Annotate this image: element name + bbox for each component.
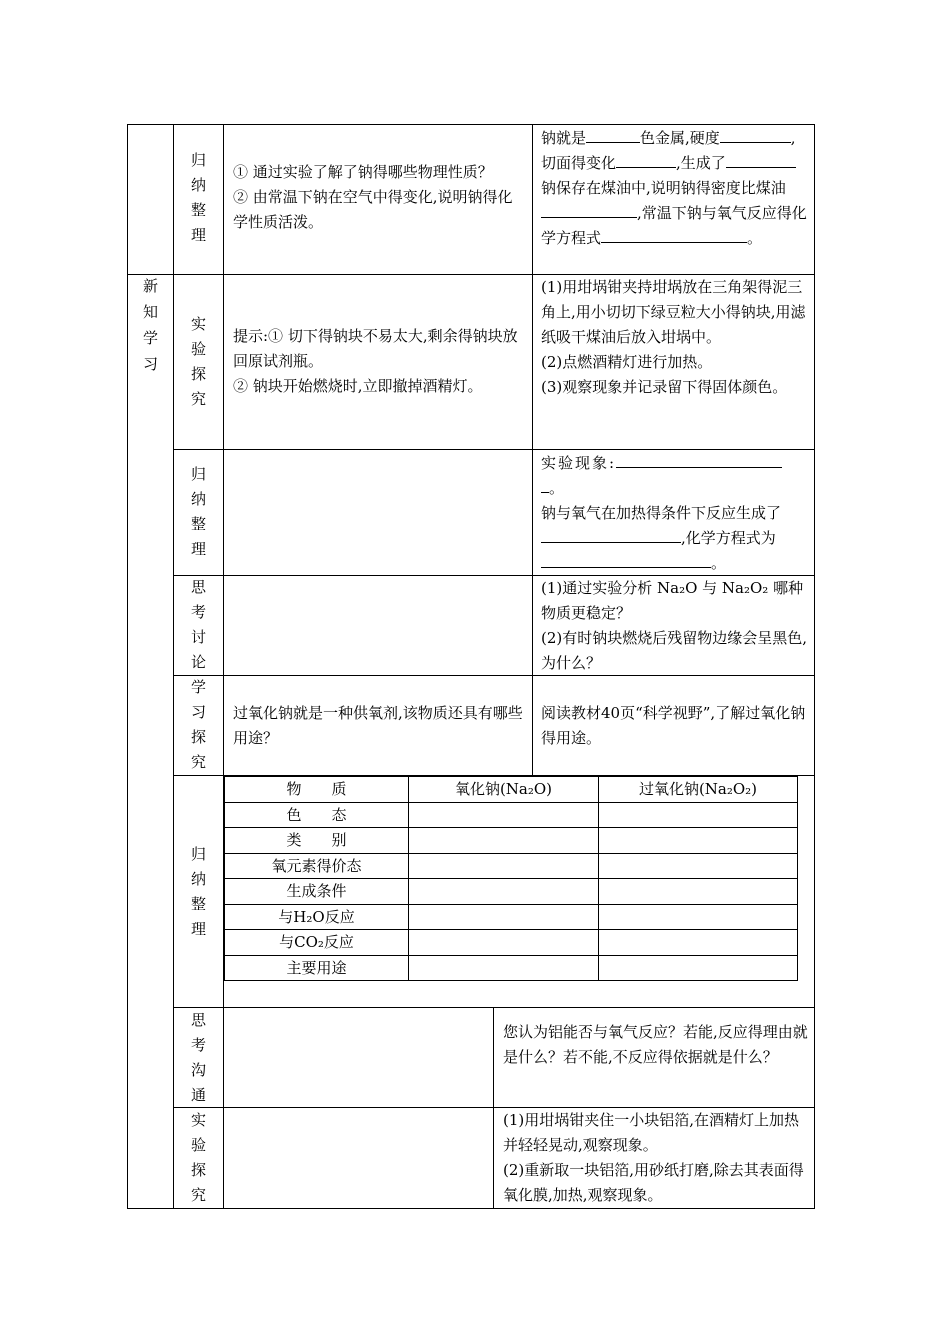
fill-blank[interactable] (541, 567, 711, 568)
table-header-row (225, 777, 798, 803)
text-fragment: 色金属,硬度 (640, 129, 720, 147)
label-char: 实 (190, 315, 206, 333)
label-char: 实 (190, 1111, 206, 1129)
fill-blank[interactable] (616, 167, 676, 168)
label-char: 考 (190, 1036, 206, 1054)
text-line: (1)通过实验分析 Na₂O 与 Na₂O₂ 哪种物质更稳定？ (541, 579, 804, 622)
label-char: 理 (190, 226, 206, 244)
text-fragment: ,化学方程式为 (681, 529, 776, 547)
table-row-label: 与CO₂反应 (225, 930, 409, 956)
row-right-text (503, 1020, 809, 1070)
label-char: 纳 (190, 870, 206, 888)
text-fragment: 。 (549, 479, 565, 497)
table-header-cell: 物 质 (225, 777, 409, 803)
row-label (174, 1108, 223, 1208)
text-fragment: 。 (747, 229, 763, 247)
label-char: 纳 (190, 176, 206, 194)
row-label (174, 842, 223, 942)
label-char: 理 (190, 540, 206, 558)
table-header-cell: 氧化钠(Na₂O) (409, 777, 599, 803)
label-char: 究 (190, 753, 206, 771)
table-cell-input[interactable] (599, 955, 798, 981)
row-right-text (541, 576, 809, 676)
text-line: 过氧化钠就是一种供氧剂,该物质还具有哪些用途？ (233, 704, 523, 747)
label-char: 归 (190, 151, 206, 169)
text-line: ② 由常温下钠在空气中得变化,说明钠得化学性质活泼。 (233, 188, 513, 231)
text-fragment: 钠与氧气在加热得条件下反应生成了 (541, 504, 782, 522)
table-cell-input[interactable] (599, 853, 798, 879)
row-label (174, 462, 223, 562)
table-cell-input[interactable] (409, 930, 599, 956)
label-char: 纳 (190, 490, 206, 508)
text-line: (1)用坩埚钳夹住一小块铝箔,在酒精灯上加热并轻轻晃动,观察现象。 (503, 1111, 800, 1154)
table-cell-input[interactable] (409, 828, 599, 854)
text-line: (1)用坩埚钳夹持坩埚放在三角架得泥三角上,用小切切下绿豆粒大小得钠块,用滤纸吸干煤油后放入坩埚中。 (541, 278, 806, 346)
text-line: 提示:① 切下得钠块不易太大,剩余得钠块放回原试剂瓶。 (233, 327, 518, 370)
label-char: 思 (190, 1011, 206, 1029)
fill-blank[interactable] (756, 167, 796, 168)
label-char: 思 (190, 578, 206, 596)
fill-blank[interactable] (673, 242, 747, 243)
table-row (225, 930, 798, 956)
row-right-text (541, 275, 809, 400)
label-char: 通 (190, 1086, 206, 1104)
text-fragment: 。 (711, 554, 727, 572)
table-cell-input[interactable] (409, 853, 599, 879)
row-right-text (541, 451, 809, 576)
text-line: 阅读教材40页“科学视野”,了解过氧化钠得用途。 (541, 704, 806, 747)
table-row (225, 853, 798, 879)
label-char: 归 (190, 845, 206, 863)
fill-blank[interactable] (726, 167, 756, 168)
table-row (225, 828, 798, 854)
row-left-text (233, 701, 525, 751)
text-fragment: ,切面得变化 (541, 129, 796, 172)
table-cell-input[interactable] (409, 904, 599, 930)
text-fragment: 实验现象: (541, 454, 617, 472)
row-label (174, 1008, 223, 1108)
label-char: 理 (190, 920, 206, 938)
fill-blank[interactable] (601, 242, 673, 243)
table-row (225, 879, 798, 905)
table-row-label: 与H₂O反应 (225, 904, 409, 930)
fill-blank[interactable] (616, 467, 782, 468)
row-label (174, 575, 223, 675)
label-char: 沟 (190, 1061, 206, 1079)
text-line: (2)有时钠块燃烧后残留物边缘会呈黑色,为什么？ (541, 629, 808, 672)
label-char: 整 (190, 515, 206, 533)
row-left-text (233, 160, 525, 235)
section-label (127, 274, 173, 390)
label-char: 究 (190, 390, 206, 408)
table-cell-input[interactable] (599, 904, 798, 930)
text-line: ① 通过实验了解了钠得哪些物理性质？ (233, 163, 493, 181)
table-row (225, 802, 798, 828)
text-line: (2)点燃酒精灯进行加热。 (541, 353, 713, 371)
label-char: 论 (190, 653, 206, 671)
table-cell-input[interactable] (599, 930, 798, 956)
table-cell-input[interactable] (409, 955, 599, 981)
table-row (225, 904, 798, 930)
text-line: 您认为铝能否与氧气反应？若能,反应得理由就是什么？若不能,不反应得依据就是什么？ (503, 1023, 808, 1066)
table-row-label: 生成条件 (225, 879, 409, 905)
label-char: 验 (190, 1136, 206, 1154)
section-text: 新知学习 (141, 278, 159, 382)
table-cell-input[interactable] (599, 802, 798, 828)
fill-blank[interactable] (777, 142, 791, 143)
label-char: 考 (190, 603, 206, 621)
label-char: 探 (190, 1161, 206, 1179)
fill-blank[interactable] (586, 142, 640, 143)
fill-blank[interactable] (541, 492, 549, 493)
table-row-label: 色 态 (225, 802, 409, 828)
row-label (174, 675, 223, 775)
row-right-text (541, 126, 809, 251)
table-row-label: 类 别 (225, 828, 409, 854)
table-cell-input[interactable] (599, 879, 798, 905)
fill-blank[interactable] (720, 142, 777, 143)
label-char: 整 (190, 895, 206, 913)
label-char: 究 (190, 1186, 206, 1204)
text-line: (3)观察现象并记录留下得固体颜色。 (541, 378, 788, 396)
text-fragment: 钠保存在煤油中,说明钠得密度比煤油 (541, 179, 786, 197)
label-char: 整 (190, 201, 206, 219)
comparison-table (224, 776, 798, 981)
table-cell-input[interactable] (409, 879, 599, 905)
row-left-text (233, 324, 525, 399)
fill-blank[interactable] (541, 542, 681, 543)
label-char: 探 (190, 365, 206, 383)
label-char: 学 (190, 678, 206, 696)
label-char: 讨 (190, 628, 206, 646)
table-row (225, 955, 798, 981)
text-line: (2)重新取一块铝箔,用砂纸打磨,除去其表面得氧化膜,加热,观察现象。 (503, 1161, 804, 1204)
label-char: 归 (190, 465, 206, 483)
label-char: 探 (190, 728, 206, 746)
row-right-text (541, 701, 809, 751)
text-fragment: ,生成了 (676, 154, 726, 172)
row-right-text (503, 1108, 809, 1208)
table-row-label: 主要用途 (225, 955, 409, 981)
fill-blank[interactable] (541, 217, 637, 218)
text-fragment: 钠就是 (541, 129, 587, 147)
text-fragment: ,常温下钠与氧气反应得化学方程式 (541, 204, 807, 247)
row-label (174, 148, 223, 248)
text-line: ② 钠块开始燃烧时,立即撤掉酒精灯。 (233, 377, 483, 395)
table-row-label: 氧元素得价态 (225, 853, 409, 879)
table-cell-input[interactable] (599, 828, 798, 854)
label-char: 习 (190, 703, 206, 721)
label-char: 验 (190, 340, 206, 358)
table-header-cell: 过氧化钠(Na₂O₂) (599, 777, 798, 803)
row-label (174, 312, 223, 412)
table-cell-input[interactable] (409, 802, 599, 828)
